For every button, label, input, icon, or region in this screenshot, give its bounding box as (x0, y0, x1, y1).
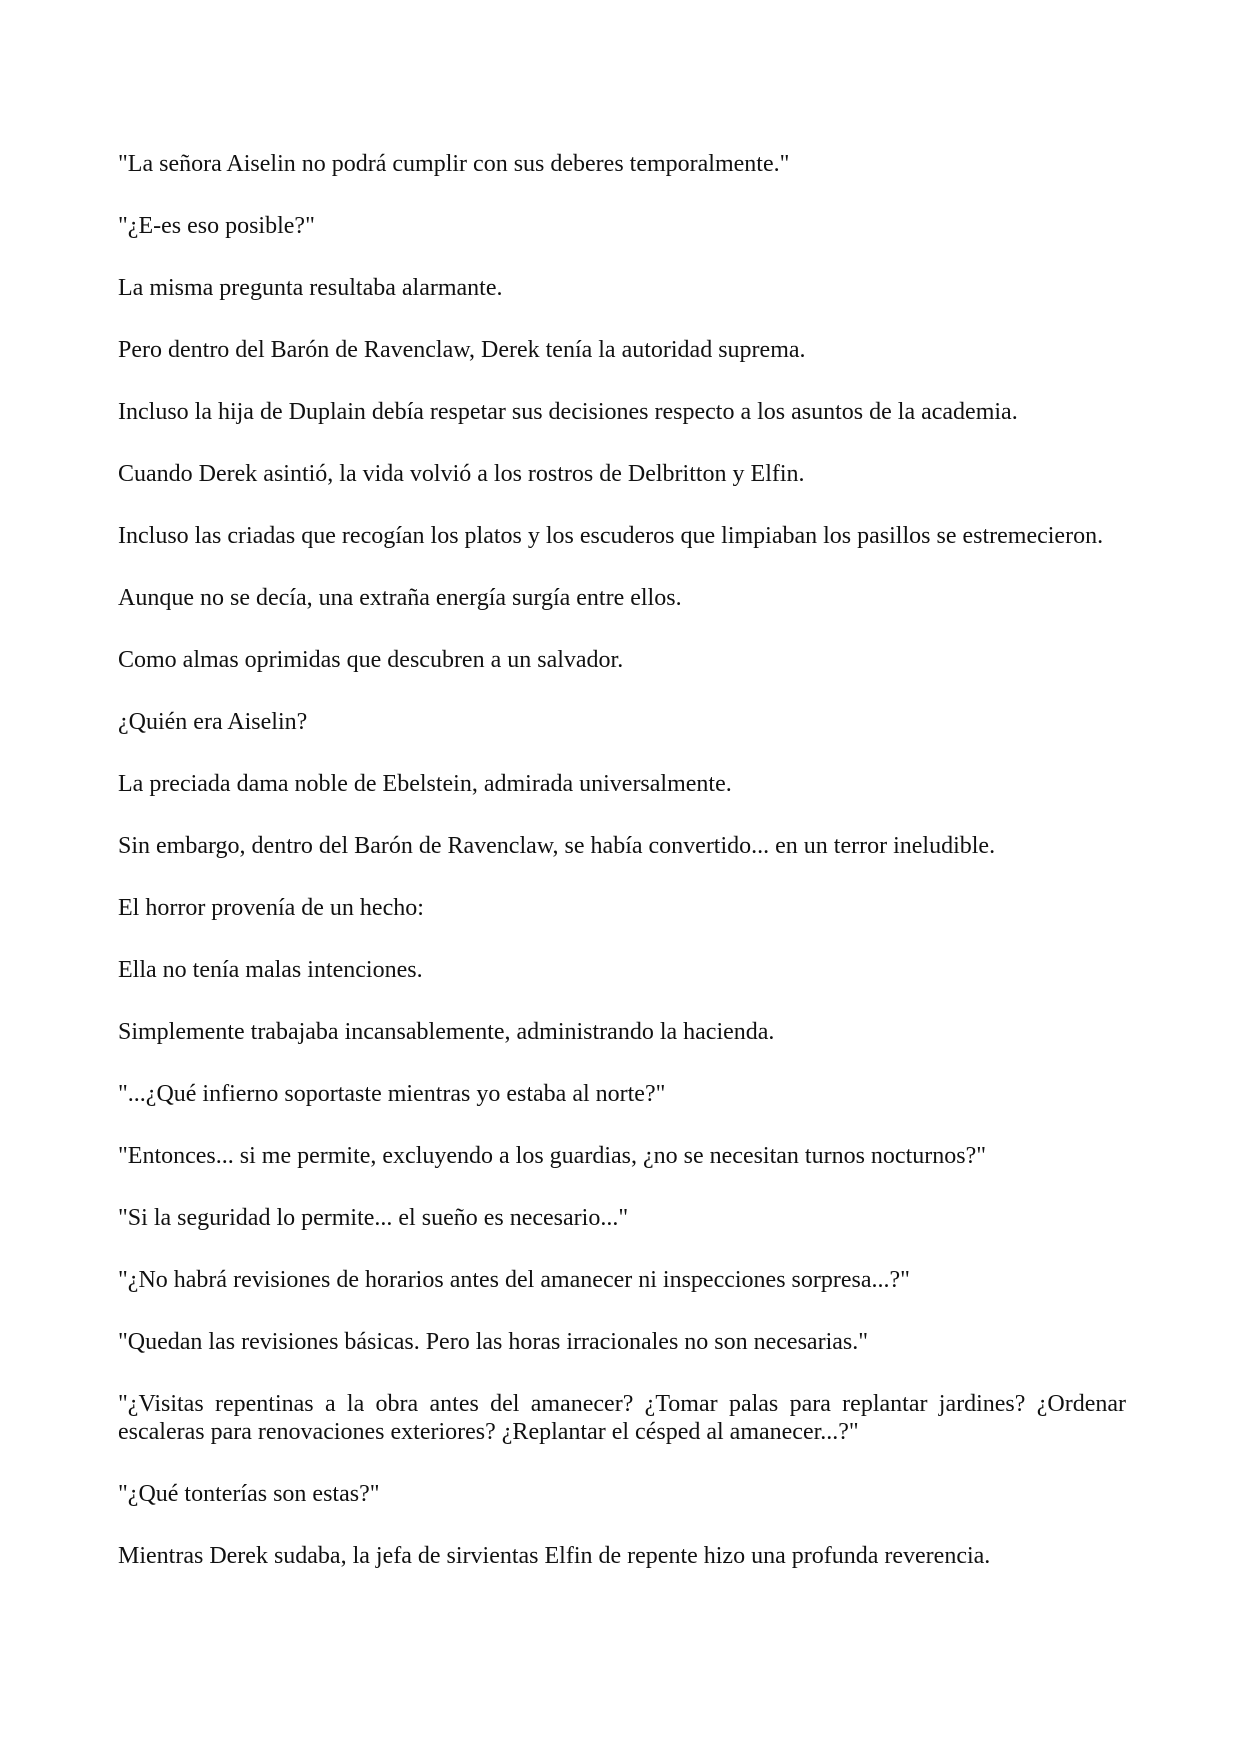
paragraph: Como almas oprimidas que descubren a un salvador. (118, 647, 624, 673)
paragraph: La misma pregunta resultaba alarmante. (118, 275, 503, 301)
paragraph: Simplemente trabajaba incansablemente, administrando la hacienda. (118, 1019, 775, 1045)
paragraph: Cuando Derek asintió, la vida volvió a los rostros de Delbritton y Elfin. (118, 461, 805, 487)
paragraph: Sin embargo, dentro del Barón de Ravenclaw, se había convertido... en un terror ineludible. (118, 833, 996, 859)
paragraph: Incluso las criadas que recogían los platos y los escuderos que limpiaban los pasillos se estremecieron. (118, 523, 1104, 549)
paragraph: Mientras Derek sudaba, la jefa de sirvientas Elfin de repente hizo una profunda reverencia. (118, 1543, 991, 1569)
paragraph: "¿E-es eso posible?" (118, 213, 315, 239)
paragraph: ¿Quién era Aiselin? (118, 709, 308, 735)
document-body (118, 150, 1132, 1570)
paragraph: "¿Qué tonterías son estas?" (118, 1481, 380, 1507)
paragraph: "...¿Qué infierno soportaste mientras yo estaba al norte?" (118, 1081, 666, 1107)
paragraph: La preciada dama noble de Ebelstein, admirada universalmente. (118, 771, 732, 797)
paragraph: Aunque no se decía, una extraña energía surgía entre ellos. (118, 585, 682, 611)
paragraph: "La señora Aiselin no podrá cumplir con sus deberes temporalmente." (118, 151, 790, 177)
paragraph: Ella no tenía malas intenciones. (118, 957, 423, 983)
paragraph: Incluso la hija de Duplain debía respetar sus decisiones respecto a los asuntos de la academia. (118, 399, 1018, 425)
paragraph: "Entonces... si me permite, excluyendo a los guardias, ¿no se necesitan turnos nocturnos?" (118, 1143, 987, 1169)
paragraph: "¿Visitas repentinas a la obra antes del amanecer? ¿Tomar palas para replantar jardines? ¿Ordenar escaleras para renovaciones exteriores? ¿Replantar el césped al amanecer...?" (118, 1391, 1132, 1445)
paragraph: El horror provenía de un hecho: (118, 895, 424, 921)
paragraph: Pero dentro del Barón de Ravenclaw, Derek tenía la autoridad suprema. (118, 337, 806, 363)
paragraph: "¿No habrá revisiones de horarios antes del amanecer ni inspecciones sorpresa...?" (118, 1267, 910, 1293)
paragraph: "Si la seguridad lo permite... el sueño es necesario..." (118, 1205, 629, 1231)
paragraph: "Quedan las revisiones básicas. Pero las horas irracionales no son necesarias." (118, 1329, 869, 1355)
